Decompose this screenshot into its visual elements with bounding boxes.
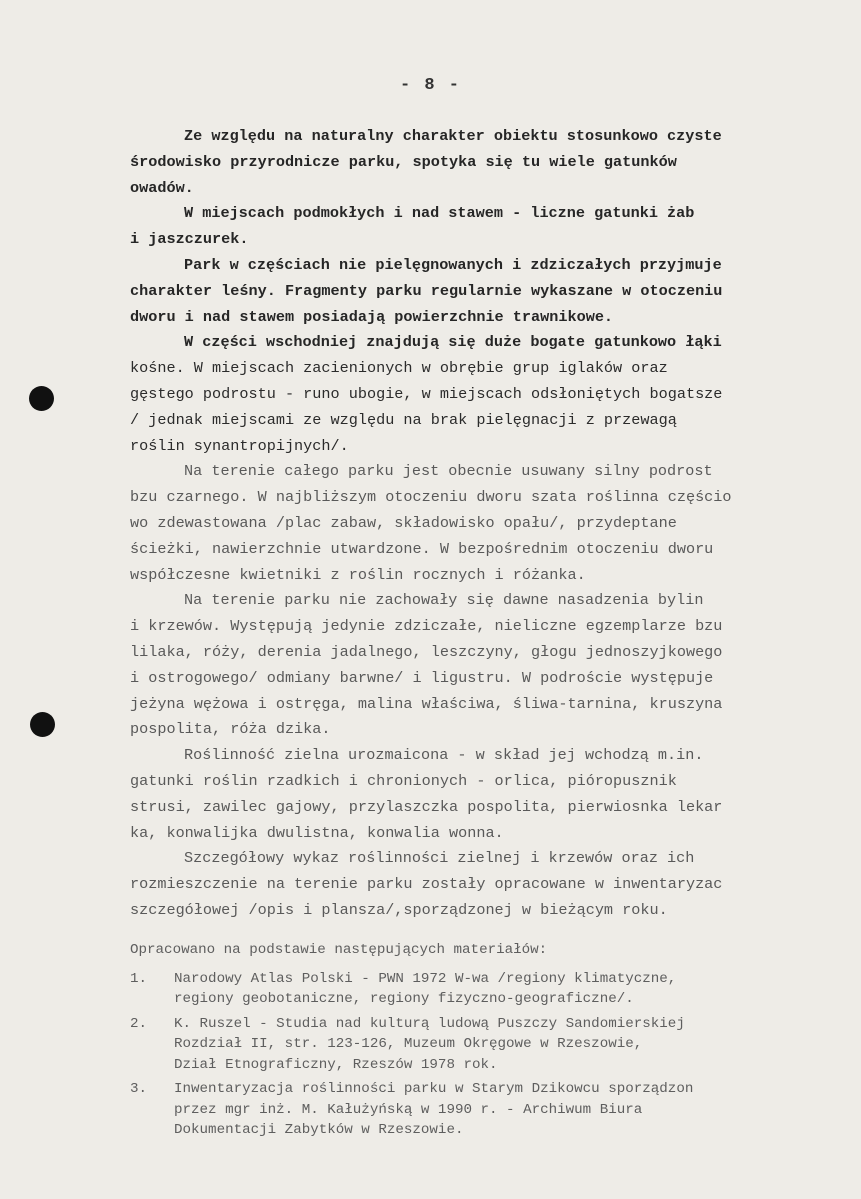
text-line: ka, konwalijka dwulistna, konwalia wonna. [130,823,504,842]
text-line: W miejscach podmokłych i nad stawem - liczne gatunki żab [184,204,695,223]
text-line: pospolita, róża dzika. [130,720,331,739]
reference-item [130,1014,830,1076]
reference-line: Dział Etnograficzny, Rzeszów 1978 rok. [174,1056,498,1073]
references-list [130,969,830,1141]
text-line: dworu i nad stawem posiadają powierzchnie trawnikowe. [130,307,614,326]
text-line: jeżyna wężowa i ostręga, malina właściwa, śliwa-tarnina, kruszyna [130,694,723,713]
references-intro: Opracowano na podstawie następujących materiałów: [130,942,548,958]
text-line: i ostrogowego/ odmiany barwne/ i ligustru. W podroście występuje [130,668,714,687]
reference-text [174,1079,830,1141]
punch-hole-bottom [30,712,55,737]
text-line: środowisko przyrodnicze parku, spotyka się tu wiele gatunków [130,152,677,171]
reference-line: Inwentaryzacja roślinności parku w Starym Dzikowcu sporządzon [174,1081,694,1097]
references-section [130,940,830,1141]
text-line: W części wschodniej znajdują się duże bogate gatunkowo łąki [184,333,722,352]
text-line: kośne. W miejscach zacienionych w obrębie grup iglaków oraz [130,359,668,378]
text-line: charakter leśny. Fragmenty parku regularnie wykaszane w otoczeniu [130,281,723,300]
text-line: strusi, zawilec gajowy, przylaszczka pospolita, pierwiosnka lekar [130,797,723,816]
text-line: Szczegółowy wykaz roślinności zielnej i krzewów oraz ich [184,849,695,868]
text-line: / jednak miejscami ze względu na brak pielęgnacji z przewagą [130,410,677,429]
reference-line: Dokumentacji Zabytków w Rzeszowie. [174,1122,464,1138]
text-line: współczesne kwietniki z roślin rocznych i różanka. [130,565,586,584]
reference-number: 3. [130,1081,148,1097]
reference-line: przez mgr inż. M. Kałużyńską w 1990 r. - Archiwum Biura [174,1101,643,1118]
text-line: i krzewów. Występują jedynie zdziczałe, nieliczne egzemplarze bzu [130,617,723,636]
reference-item [130,1079,830,1141]
reference-text [174,969,830,1010]
text-line: Roślinność zielna urozmaicona - w skład jej wchodzą m.in. [184,746,704,765]
text-line: owadów. [130,178,194,197]
text-line: Ze względu na naturalny charakter obiektu stosunkowo czyste [184,127,722,145]
punch-hole-top [29,386,54,411]
text-line: roślin synantropijnych/. [130,436,349,455]
reference-number: 2. [130,1015,148,1032]
text-line: Park w częściach nie pielęgnowanych i zdziczałych przyjmuje [184,255,722,274]
text-line: Na terenie całego parku jest obecnie usuwany silny podrost [184,462,713,481]
text-line: gatunki roślin rzadkich i chronionych - orlica, pióropusznik [130,771,677,790]
text-line: i jaszczurek. [130,230,249,249]
reference-line: Rozdział II, str. 123-126, Muzeum Okręgowe w Rzeszowie, [174,1036,643,1052]
reference-item [130,969,830,1010]
text-line: rozmieszczenie na terenie parku zostały opracowane w inwentaryzac [130,875,723,894]
text-line: wo zdewastowana /plac zabaw, składowisko opału/, przydeptane [130,513,677,532]
reference-line: regiony geobotaniczne, regiony fizyczno-geograficzne/. [174,991,634,1007]
reference-line: K. Ruszel - Studia nad kulturą ludową Puszczy Sandomierskiej [174,1015,685,1032]
body-text [130,124,830,924]
text-line: lilaka, róży, derenia jadalnego, leszczyny, głogu jednoszyjkowego [130,642,723,661]
text-line: gęstego podrostu - runo ubogie, w miejscach odsłoniętych bogatsze [130,384,723,403]
text-line: Na terenie parku nie zachowały się dawne nasadzenia bylin [184,591,704,610]
reference-text [174,1014,830,1076]
reference-number: 1. [130,970,148,987]
text-line: ścieżki, nawierzchnie utwardzone. W bezpośrednim otoczeniu dworu [130,539,714,558]
text-line: bzu czarnego. W najbliższym otoczeniu dworu szata roślinna częścio [130,488,732,507]
page-number: - 8 - [399,76,461,95]
reference-line: Narodowy Atlas Polski - PWN 1972 W-wa /regiony klimatyczne, [174,970,677,987]
text-line: szczegółowej /opis i plansza/,sporządzonej w bieżącym roku. [130,900,668,919]
